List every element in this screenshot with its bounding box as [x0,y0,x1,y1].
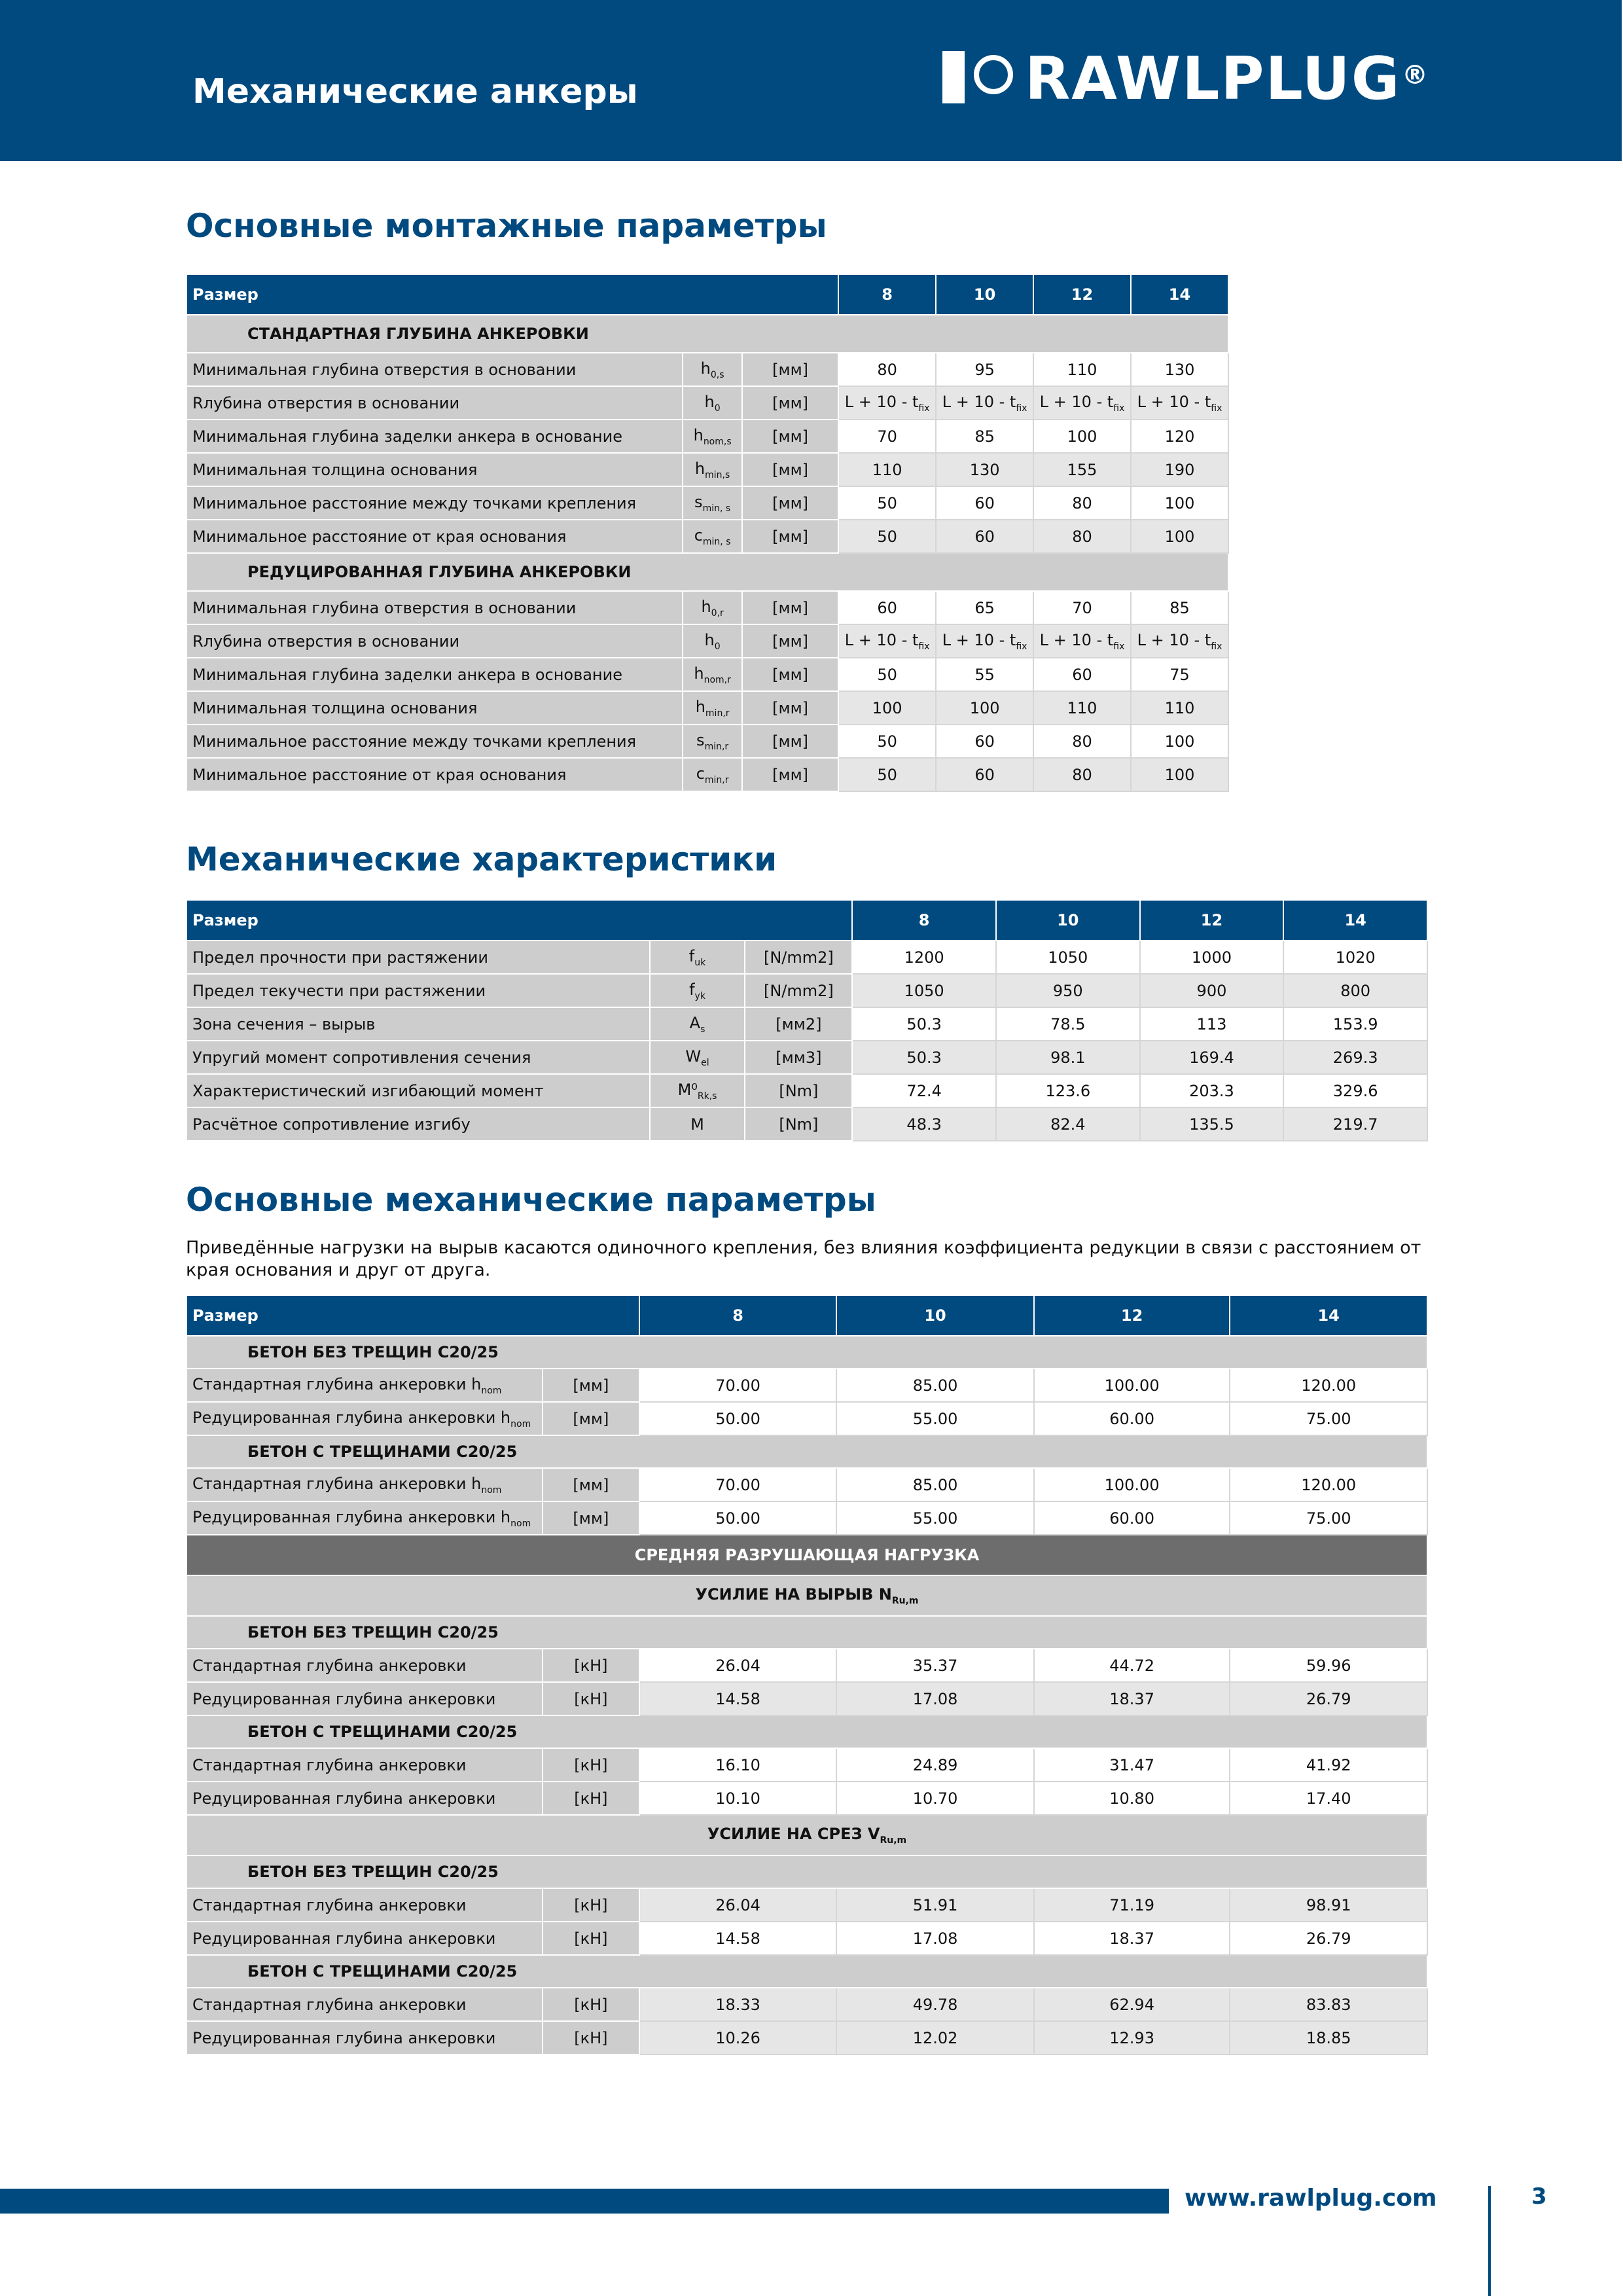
value-cell: 60.00 [1034,1402,1230,1435]
size-column-header: 14 [1230,1295,1427,1336]
value-cell: 85.00 [836,1468,1034,1501]
row-label: Расчётное сопротивление изгибу [187,1107,650,1141]
footer-bar [0,2189,1169,2214]
size-column-header: 12 [1033,274,1131,315]
table-row [187,1007,1427,1041]
value-cell: 55 [936,658,1033,691]
table-row [187,974,1427,1007]
table-row [187,2021,1427,2054]
symbol-cell: $W_{el}$ [650,1041,745,1074]
value-cell: 60 [838,591,936,624]
table-row [187,1501,1427,1535]
tension-row-cell: УСИЛИЕ НА ВЫРЫВ $N_{Ru,m}$ [187,1575,1427,1616]
value-cell: 70.00 [639,1369,837,1402]
section-title-mech: Механические характеристики [186,840,777,878]
subsection-row [187,1336,1427,1369]
unit-cell: [кН] [543,2021,639,2054]
value-cell: 950 [996,974,1140,1007]
value-cell: 72.4 [852,1074,996,1107]
row-label: Минимальная глубина отверстия в основании [187,591,683,624]
subsection-row [187,1715,1427,1748]
unit-cell: [мм] [742,725,838,758]
symbol-cell: $s_{min,r}$ [683,725,742,758]
row-label: Rлубина отверстия в основании [187,386,683,420]
basic-mech-params-table [186,1295,1428,2055]
size-column-header: 8 [852,900,996,941]
subsection-title: БЕТОН С ТРЕЩИНАМИ C20/25 [187,1435,1427,1468]
value-cell: 65 [936,591,1033,624]
value-cell: 44.72 [1034,1649,1230,1682]
value-cell: 120.00 [1230,1369,1427,1402]
unit-cell: [мм] [543,1369,639,1402]
unit-cell: [N/mm2] [745,974,852,1007]
unit-cell: [кН] [543,1922,639,1955]
row-label: Стандартная глубина анкеровки [187,1988,543,2021]
size-column-header: 12 [1034,1295,1230,1336]
table-header-row [187,274,1228,315]
row-label: Rлубина отверстия в основании [187,624,683,658]
unit-cell: [мм] [742,453,838,486]
subsection-row [187,1856,1427,1888]
size-column-header: 14 [1131,274,1228,315]
value-cell: 80 [1033,725,1131,758]
row-label: Редуцированная глубина анкеровки [187,1682,543,1715]
value-cell: 12.02 [836,2021,1034,2054]
section-title-basic: Основные механические параметры [186,1181,876,1219]
table-row [187,486,1228,520]
value-cell: 26.04 [639,1888,837,1922]
value-cell: 85 [936,420,1033,453]
symbol-cell: Редуцированная глубина анкеровки $h_{nom}$ [187,1501,543,1535]
table-row [187,941,1427,974]
logo-text: RAWLPLUG [1025,45,1401,113]
table-row [187,658,1228,691]
value-cell: 1050 [996,941,1140,974]
unit-cell: [мм] [742,386,838,420]
table-row [187,1888,1427,1922]
value-cell: 50 [838,725,936,758]
value-cell: 60.00 [1034,1501,1230,1535]
symbol-cell: $h_{nom,s}$ [683,420,742,453]
value-cell: 100 [1131,725,1228,758]
unit-cell: [мм] [543,1501,639,1535]
value-cell: 18.33 [639,1988,837,2021]
value-cell: 130 [936,453,1033,486]
table-row [187,725,1228,758]
size-column-header: 10 [836,1295,1034,1336]
value-cell: 123.6 [996,1074,1140,1107]
value-cell: 82.4 [996,1107,1140,1141]
avg-load-row [187,1535,1427,1575]
mech-characteristics-table [186,899,1428,1141]
table-row [187,1468,1427,1501]
value-cell: 110 [1033,691,1131,725]
row-label: Минимальное расстояние от края основания [187,758,683,791]
symbol-cell: M [650,1107,745,1141]
value-cell: 155 [1033,453,1131,486]
unit-cell: [мм] [742,758,838,791]
install-params-table [186,274,1229,792]
value-cell: 70.00 [639,1468,837,1501]
value-cell: 83.83 [1230,1988,1427,2021]
value-cell: 120 [1131,420,1228,453]
value-cell: $L + 10 - t_{fix}$ [1131,624,1228,658]
value-cell: 190 [1131,453,1228,486]
value-cell: 60 [936,520,1033,553]
value-cell: 75.00 [1230,1402,1427,1435]
value-cell: 130 [1131,353,1228,386]
value-cell: 110 [1033,353,1131,386]
value-cell: 169.4 [1140,1041,1284,1074]
value-cell: 49.78 [836,1988,1034,2021]
value-cell: 80 [1033,758,1131,791]
unit-cell: [Nm] [745,1074,852,1107]
table-row [187,386,1228,420]
row-label: Стандартная глубина анкеровки [187,1649,543,1682]
symbol-cell: $h_{min,s}$ [683,453,742,486]
row-label: Минимальное расстояние между точками крепления [187,486,683,520]
value-cell: 50 [838,658,936,691]
symbol-cell: Редуцированная глубина анкеровки $h_{nom}$ [187,1402,543,1435]
unit-cell: [кН] [543,1988,639,2021]
row-label: Минимальное расстояние от края основания [187,520,683,553]
size-column-header: 8 [838,274,936,315]
symbol-cell: $M^0_{Rk,s}$ [650,1074,745,1107]
value-cell: 50 [838,520,936,553]
symbol-cell: Стандартная глубина анкеровки $h_{nom}$ [187,1468,543,1501]
value-cell: 1000 [1140,941,1284,974]
symbol-cell: $h_{0,r}$ [683,591,742,624]
size-column-header: 8 [639,1295,837,1336]
row-label: Минимальная глубина заделки анкера в основание [187,658,683,691]
row-label: Предел текучести при растяжении [187,974,650,1007]
row-label: Стандартная глубина анкеровки [187,1888,543,1922]
symbol-cell: $h_0$ [683,386,742,420]
symbol-cell: $h_{0,s}$ [683,353,742,386]
value-cell: 110 [838,453,936,486]
row-label: Редуцированная глубина анкеровки [187,1922,543,1955]
value-cell: 16.10 [639,1748,837,1782]
value-cell: 80 [1033,486,1131,520]
value-cell: 60 [936,725,1033,758]
footer-url[interactable]: www.rawlplug.com [1185,2185,1437,2212]
value-cell: $L + 10 - t_{fix}$ [936,624,1033,658]
row-label: Редуцированная глубина анкеровки [187,2021,543,2054]
value-cell: 110 [1131,691,1228,725]
value-cell: $L + 10 - t_{fix}$ [1033,624,1131,658]
table-row [187,1369,1427,1402]
value-cell: 10.80 [1034,1782,1230,1815]
value-cell: 50.00 [639,1501,837,1535]
symbol-cell: $f_{uk}$ [650,941,745,974]
row-label: Зона сечения – вырыв [187,1007,650,1041]
avg-load-row-cell: СРЕДНЯЯ РАЗРУШАЮЩАЯ НАГРУЗКА [187,1535,1427,1575]
table-header-row [187,1295,1427,1336]
value-cell: 10.10 [639,1782,837,1815]
table-row [187,1402,1427,1435]
value-cell: 14.58 [639,1682,837,1715]
value-cell: 153.9 [1283,1007,1427,1041]
row-label: Характеристический изгибающий момент [187,1074,650,1107]
value-cell: 75.00 [1230,1501,1427,1535]
value-cell: 10.70 [836,1782,1034,1815]
value-cell: 203.3 [1140,1074,1284,1107]
page-number: 3 [1531,2183,1547,2210]
value-cell: 80 [838,353,936,386]
value-cell: $L + 10 - t_{fix}$ [838,386,936,420]
subsection-title: СТАНДАРТНАЯ ГЛУБИНА АНКЕРОВКИ [187,315,1228,353]
unit-cell: [мм] [543,1402,639,1435]
tension-row [187,1575,1427,1616]
value-cell: 50 [838,758,936,791]
value-cell: $L + 10 - t_{fix}$ [1131,386,1228,420]
value-cell: 12.93 [1034,2021,1230,2054]
value-cell: 100 [1131,486,1228,520]
value-cell: 50.00 [639,1402,837,1435]
footer-divider [1488,2186,1491,2296]
header-title: Механические анкеры [192,72,638,111]
value-cell: 80 [1033,520,1131,553]
value-cell: 85.00 [836,1369,1034,1402]
symbol-cell: $c_{min,r}$ [683,758,742,791]
value-cell: 35.37 [836,1649,1034,1682]
subsection-title: БЕТОН С ТРЕЩИНАМИ C20/25 [187,1715,1427,1748]
value-cell: $L + 10 - t_{fix}$ [838,624,936,658]
row-label: Минимальная толщина основания [187,691,683,725]
value-cell: 70 [838,420,936,453]
table-row [187,420,1228,453]
table-row [187,1074,1427,1107]
unit-cell: [мм] [742,591,838,624]
row-label: Предел прочности при растяжении [187,941,650,974]
row-label: Стандартная глубина анкеровки [187,1748,543,1782]
subsection-row [187,1616,1427,1649]
unit-cell: [мм3] [745,1041,852,1074]
value-cell: 18.37 [1034,1922,1230,1955]
symbol-cell: $c_{min, s}$ [683,520,742,553]
value-cell: 78.5 [996,1007,1140,1041]
table-row [187,1922,1427,1955]
value-cell: 95 [936,353,1033,386]
value-cell: 18.37 [1034,1682,1230,1715]
value-cell: 60 [1033,658,1131,691]
subsection-row [187,1435,1427,1468]
value-cell: 120.00 [1230,1468,1427,1501]
unit-cell: [мм2] [745,1007,852,1041]
value-cell: 1200 [852,941,996,974]
symbol-cell: $h_0$ [683,624,742,658]
unit-cell: [кН] [543,1782,639,1815]
value-cell: 329.6 [1283,1074,1427,1107]
table-row [187,591,1228,624]
value-cell: 70 [1033,591,1131,624]
table-row [187,1988,1427,2021]
value-cell: 14.58 [639,1922,837,1955]
table-row [187,1649,1427,1682]
table-row [187,1041,1427,1074]
value-cell: 24.89 [836,1748,1034,1782]
size-header-cell: Размер [187,274,838,315]
table-row [187,1107,1427,1141]
table-row [187,691,1228,725]
symbol-cell: $f_{yk}$ [650,974,745,1007]
symbol-cell: Стандартная глубина анкеровки $h_{nom}$ [187,1369,543,1402]
value-cell: 100 [1131,758,1228,791]
value-cell: 17.40 [1230,1782,1427,1815]
subsection-title: РЕДУЦИРОВАННАЯ ГЛУБИНА АНКЕРОВКИ [187,553,1228,591]
value-cell: 17.08 [836,1922,1034,1955]
subsection-title: БЕТОН БЕЗ ТРЕЩИН C20/25 [187,1616,1427,1649]
value-cell: 41.92 [1230,1748,1427,1782]
unit-cell: [мм] [742,624,838,658]
basic-intro-text: Приведённые нагрузки на вырыв касаются одиночного крепления, без влияния коэффициента редукции в связи с расстоянием от края основания и друг от друга. [186,1238,1421,1280]
row-label: Минимальная глубина заделки анкера в основание [187,420,683,453]
page-header [0,0,1622,161]
size-header-cell: Размер [187,900,852,941]
table-row [187,1682,1427,1715]
value-cell: 900 [1140,974,1284,1007]
value-cell: 59.96 [1230,1649,1427,1682]
unit-cell: [мм] [543,1468,639,1501]
value-cell: 55.00 [836,1501,1034,1535]
unit-cell: [мм] [742,691,838,725]
symbol-cell: $h_{nom,r}$ [683,658,742,691]
table-row [187,758,1228,791]
value-cell: 85 [1131,591,1228,624]
section-title-install: Основные монтажные параметры [186,207,827,245]
row-label: Минимальная глубина отверстия в основании [187,353,683,386]
value-cell: 100 [936,691,1033,725]
subsection-title: БЕТОН С ТРЕЩИНАМИ C20/25 [187,1955,1427,1988]
value-cell: 31.47 [1034,1748,1230,1782]
value-cell: 269.3 [1283,1041,1427,1074]
value-cell: 98.1 [996,1041,1140,1074]
value-cell: 60 [936,758,1033,791]
shear-row [187,1815,1427,1856]
table-row [187,1782,1427,1815]
value-cell: 48.3 [852,1107,996,1141]
unit-cell: [кН] [543,1888,639,1922]
unit-cell: [мм] [742,486,838,520]
value-cell: 50 [838,486,936,520]
value-cell: 62.94 [1034,1988,1230,2021]
table-row [187,520,1228,553]
rawlplug-logo: RAWLPLUG ® [942,51,971,107]
value-cell: $L + 10 - t_{fix}$ [936,386,1033,420]
size-column-header: 10 [936,274,1033,315]
value-cell: 26.79 [1230,1922,1427,1955]
value-cell: 100 [1033,420,1131,453]
symbol-cell: $h_{min,r}$ [683,691,742,725]
unit-cell: [мм] [742,520,838,553]
subsection-title: БЕТОН БЕЗ ТРЕЩИН C20/25 [187,1336,1427,1369]
symbol-cell: $s_{min, s}$ [683,486,742,520]
value-cell: 1050 [852,974,996,1007]
value-cell: 800 [1283,974,1427,1007]
row-label: Редуцированная глубина анкеровки [187,1782,543,1815]
value-cell: 51.91 [836,1888,1034,1922]
value-cell: 100 [1131,520,1228,553]
value-cell: 18.85 [1230,2021,1427,2054]
row-label: Минимальная толщина основания [187,453,683,486]
value-cell: 71.19 [1034,1888,1230,1922]
value-cell: 135.5 [1140,1107,1284,1141]
value-cell: 55.00 [836,1402,1034,1435]
shear-row-cell: УСИЛИЕ НА СРЕЗ $V_{Ru,m}$ [187,1815,1427,1856]
table-row [187,1748,1427,1782]
value-cell: 26.79 [1230,1682,1427,1715]
value-cell: 10.26 [639,2021,837,2054]
row-label: Минимальное расстояние между точками крепления [187,725,683,758]
subsection-row [187,553,1228,591]
value-cell: 219.7 [1283,1107,1427,1141]
value-cell: 17.08 [836,1682,1034,1715]
value-cell: 60 [936,486,1033,520]
size-column-header: 14 [1283,900,1427,941]
value-cell: 1020 [1283,941,1427,974]
value-cell: 100 [838,691,936,725]
table-header-row [187,900,1427,941]
unit-cell: [мм] [742,420,838,453]
value-cell: $L + 10 - t_{fix}$ [1033,386,1131,420]
row-label: Упругий момент сопротивления сечения [187,1041,650,1074]
unit-cell: [мм] [742,658,838,691]
value-cell: 98.91 [1230,1888,1427,1922]
subsection-title: БЕТОН БЕЗ ТРЕЩИН C20/25 [187,1856,1427,1888]
value-cell: 26.04 [639,1649,837,1682]
value-cell: 50.3 [852,1007,996,1041]
unit-cell: [мм] [742,353,838,386]
unit-cell: [Nm] [745,1107,852,1141]
value-cell: 75 [1131,658,1228,691]
size-header-cell: Размер [187,1295,639,1336]
size-column-header: 10 [996,900,1140,941]
value-cell: 113 [1140,1007,1284,1041]
value-cell: 100.00 [1034,1468,1230,1501]
table-row [187,453,1228,486]
table-row [187,624,1228,658]
value-cell: 50.3 [852,1041,996,1074]
size-column-header: 12 [1140,900,1284,941]
unit-cell: [кН] [543,1748,639,1782]
unit-cell: [кН] [543,1649,639,1682]
table-row [187,353,1228,386]
subsection-row [187,1955,1427,1988]
value-cell: 100.00 [1034,1369,1230,1402]
unit-cell: [N/mm2] [745,941,852,974]
symbol-cell: $A_s$ [650,1007,745,1041]
subsection-row [187,315,1228,353]
unit-cell: [кН] [543,1682,639,1715]
